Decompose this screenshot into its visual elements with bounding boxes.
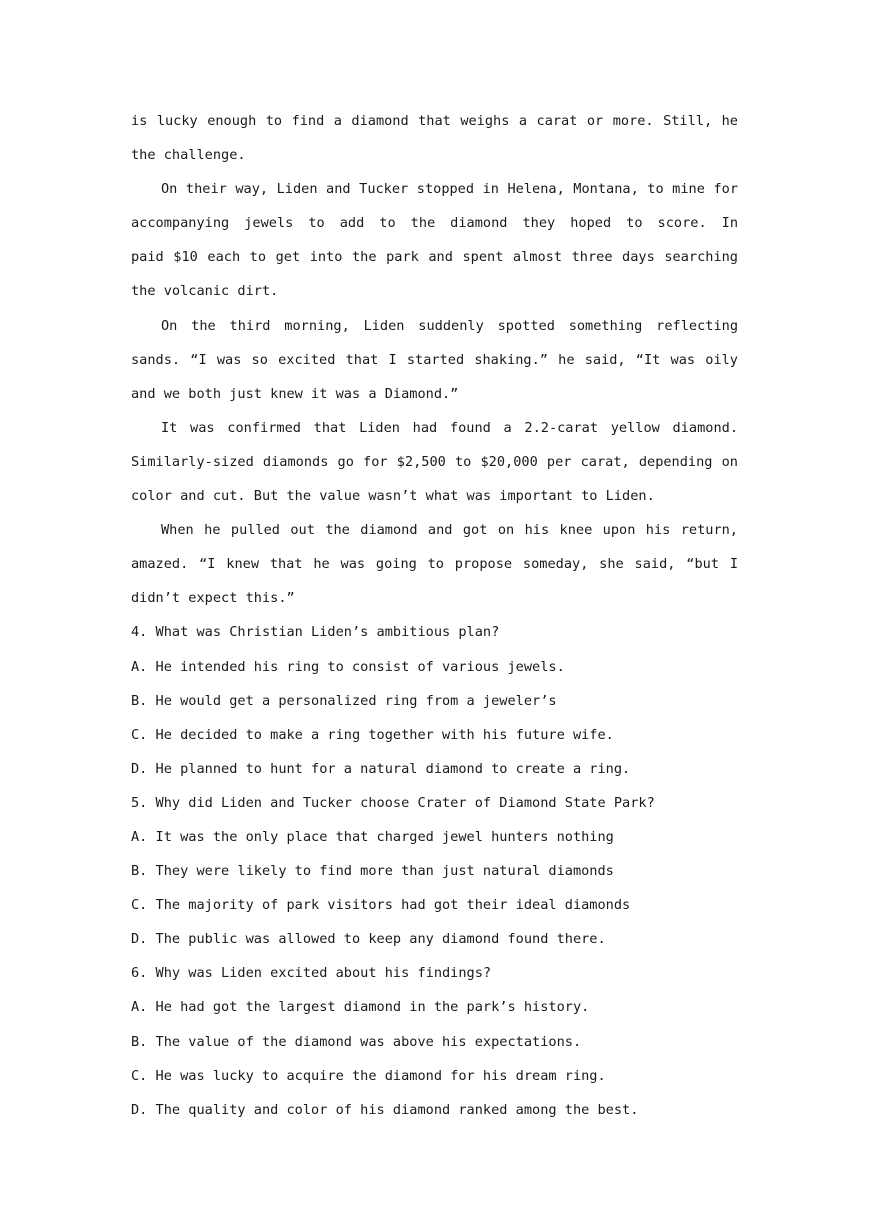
passage-line: amazed. “I knew that he was going to propose someday, she said, “but I (131, 556, 738, 573)
passage-line: paid $10 each to get into the park and spent almost three days searching (131, 249, 738, 266)
answer-option: D. He planned to hunt for a natural diamond to create a ring. (131, 760, 631, 777)
answer-option: A. He intended his ring to consist of various jewels. (131, 658, 565, 675)
passage-line: didn’t expect this.” (131, 590, 295, 607)
passage-line: Similarly-sized diamonds go for $2,500 to $20,000 per carat, depending on (131, 453, 738, 470)
question-stem: 5. Why did Liden and Tucker choose Crater of Diamond State Park? (131, 794, 655, 811)
passage-line: color and cut. But the value wasn’t what was important to Liden. (131, 488, 655, 505)
answer-option: D. The public was allowed to keep any diamond found there. (131, 931, 606, 948)
passage-line: sands. “I was so excited that I started shaking.” he said, “It was oily (131, 351, 738, 368)
passage-line: On the third morning, Liden suddenly spotted something reflecting (161, 317, 738, 334)
answer-option: B. The value of the diamond was above his expectations. (131, 1033, 582, 1050)
answer-option: C. He was lucky to acquire the diamond for his dream ring. (131, 1067, 606, 1084)
answer-option: B. He would get a personalized ring from a jeweler’s (131, 692, 557, 709)
answer-option: D. The quality and color of his diamond ranked among the best. (131, 1101, 639, 1118)
answer-option: A. It was the only place that charged jewel hunters nothing (131, 828, 614, 845)
passage-line: the volcanic dirt. (131, 283, 279, 300)
passage-line: is lucky enough to find a diamond that weighs a carat or more. Still, he (131, 113, 738, 129)
answer-option: C. The majority of park visitors had got their ideal diamonds (131, 897, 631, 914)
answer-option: B. They were likely to find more than just natural diamonds (131, 863, 614, 880)
question-4 (131, 615, 738, 785)
passage-line: On their way, Liden and Tucker stopped in Helena, Montana, to mine for (161, 181, 738, 198)
passage-line: the challenge. (131, 147, 246, 164)
passage (131, 104, 738, 615)
passage-line: and we both just knew it was a Diamond.” (131, 385, 459, 402)
answer-option: A. He had got the largest diamond in the park’s history. (131, 999, 590, 1016)
passage-line: accompanying jewels to add to the diamond they hoped to score. In (131, 215, 738, 232)
question-5 (131, 786, 738, 956)
question-stem: 6. Why was Liden excited about his findings? (131, 965, 492, 982)
passage-line: When he pulled out the diamond and got on his knee upon his return, (161, 522, 738, 539)
answer-option: C. He decided to make a ring together with his future wife. (131, 726, 614, 743)
question-stem: 4. What was Christian Liden’s ambitious plan? (131, 624, 500, 641)
document-page (131, 104, 738, 1127)
passage-line: It was confirmed that Liden had found a 2.2-carat yellow diamond. (161, 419, 738, 436)
question-6 (131, 956, 738, 1126)
